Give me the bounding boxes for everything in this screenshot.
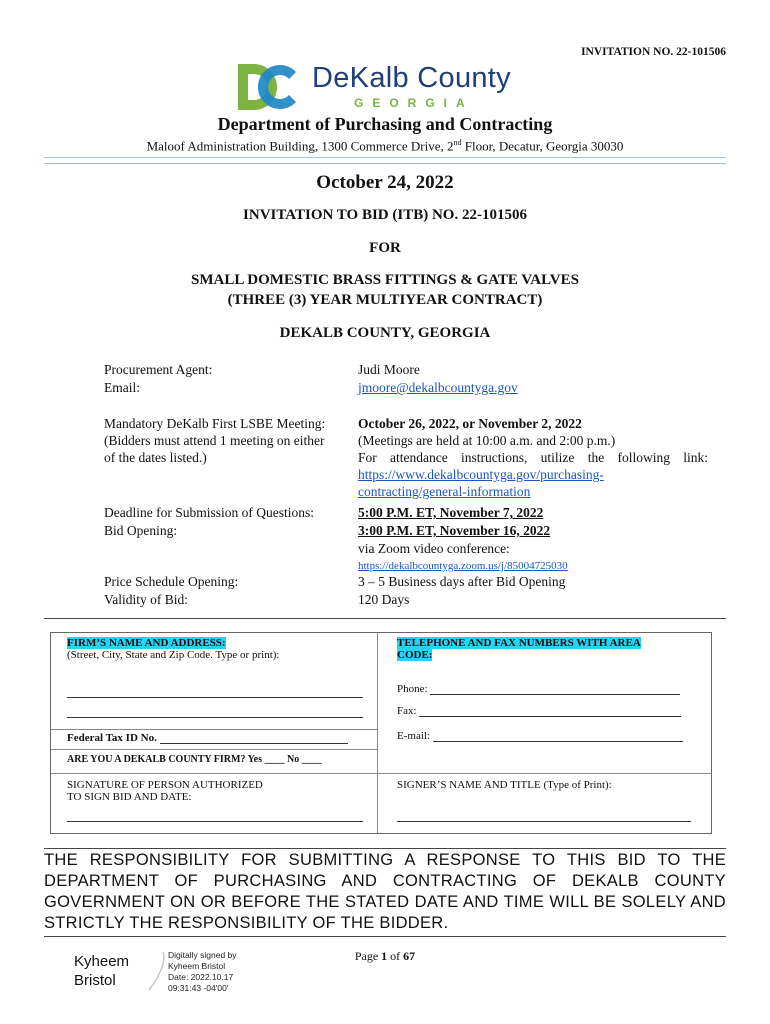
firm-address-field[interactable] xyxy=(67,707,363,718)
opening-label: Bid Opening: xyxy=(104,523,178,538)
firm-subheading: (Street, City, State and Zip Code. Type or print): xyxy=(67,649,280,661)
bid-title-line-1: SMALL DOMESTIC BRASS FITTINGS & GATE VALVES xyxy=(191,272,579,288)
phone-field[interactable] xyxy=(430,684,680,695)
department-name: Department of Purchasing and Contracting xyxy=(217,114,553,134)
bidder-form: FIRM’S NAME AND ADDRESS: (Street, City, State and Zip Code. Type or print): Federal Tax ID No. ARE YOU A DEKALB COUNTY FIRM? Yes ____ No ____ TELEPHONE AND FAX NUMBERS WITH AREA CODE: Phone: Fax: E-mail: SIGNATURE OF PERSON AUTHORIZED TO SIGN BID AND DATE: SIGNER’S NAME AND TITLE (Type of Print): xyxy=(50,632,712,834)
tax-id-label: Federal Tax ID No. xyxy=(67,732,157,744)
meeting-instructions: For attendance instructions, utilize the following link: xyxy=(358,450,708,465)
signature-label: SIGNATURE OF PERSON AUTHORIZED xyxy=(67,779,263,791)
phone-heading: TELEPHONE AND FAX NUMBERS WITH AREA xyxy=(397,637,641,649)
agent-label: Procurement Agent: xyxy=(104,362,213,377)
fax-label: Fax: xyxy=(397,705,417,717)
digital-signature-name: Kyheem Bristol xyxy=(74,953,130,989)
opening-via: via Zoom video conference: xyxy=(358,541,510,556)
section-divider xyxy=(44,618,726,619)
email-label: Email: xyxy=(104,380,140,395)
meeting-link[interactable]: https://www.dekalbcountyga.gov/purchasing- contracting/general-information xyxy=(358,467,604,499)
for-label: FOR xyxy=(369,240,401,256)
questions-deadline: 5:00 P.M. ET, November 7, 2022 xyxy=(358,505,544,520)
questions-label: Deadline for Submission of Questions: xyxy=(104,505,314,520)
meeting-details xyxy=(358,415,708,500)
validity-label: Validity of Bid: xyxy=(104,592,188,607)
tax-id-field[interactable] xyxy=(160,733,348,744)
meeting-dates: October 26, 2022, or November 2, 2022 xyxy=(358,416,582,431)
price-value: 3 – 5 Business days after Bid Opening xyxy=(358,574,566,589)
firm-heading: FIRM’S NAME AND ADDRESS: xyxy=(67,637,226,649)
signer-label: SIGNER’S NAME AND TITLE (Type of Print): xyxy=(397,779,612,791)
phone-heading-code: CODE: xyxy=(397,649,433,661)
meeting-times: (Meetings are held at 10:00 a.m. and 2:00 p.m.) xyxy=(358,433,616,448)
bid-title-line-2: (THREE (3) YEAR MULTIYEAR CONTRACT) xyxy=(227,292,543,308)
dekalb-county-logo xyxy=(236,60,536,116)
email-field[interactable] xyxy=(433,731,683,742)
invitation-number: INVITATION NO. 22-101506 xyxy=(581,46,726,58)
header-rule-bottom xyxy=(44,163,726,164)
price-label: Price Schedule Opening: xyxy=(104,574,239,589)
logo-brand-text: DeKalb County xyxy=(312,62,511,94)
dc-logo-icon xyxy=(236,60,300,114)
agent-email-link[interactable]: jmoore@dekalbcountyga.gov xyxy=(358,380,518,395)
page-number: Page 1 of 67 xyxy=(354,949,416,963)
opening-date: 3:00 P.M. ET, November 16, 2022 xyxy=(358,523,551,538)
issue-date: October 24, 2022 xyxy=(316,172,454,193)
signature-field[interactable] xyxy=(67,811,363,822)
signer-field[interactable] xyxy=(397,811,691,822)
header-rule-top xyxy=(44,157,726,158)
fax-field[interactable] xyxy=(419,706,681,717)
dekalb-firm-question[interactable]: ARE YOU A DEKALB COUNTY FIRM? Yes ____ No ____ xyxy=(67,754,322,765)
responsibility-notice: THE RESPONSIBILITY FOR SUBMITTING A RESPONSE TO THIS BID TO THE DEPARTMENT OF PURCHASING AND CONTRACTING OF DEKALB COUNTY GOVERNMENT ON OR BEFORE THE STATED DATE AND TIME WILL BE SOLELY AND STRICTLY THE RESPONSIBILITY OF THE BIDDER. xyxy=(44,848,726,937)
meeting-label: Mandatory DeKalb First LSBE Meeting: (Bidders must attend 1 meeting on either of the dates listed.) xyxy=(104,416,326,465)
department-address: Maloof Administration Building, 1300 Commerce Drive, 2nd Floor, Decatur, Georgia 30030 xyxy=(146,138,624,154)
itb-number: INVITATION TO BID (ITB) NO. 22-101506 xyxy=(243,207,527,223)
zoom-link[interactable]: https://dekalbcountyga.zoom.us/j/85004725030 xyxy=(358,560,568,572)
phone-label: Phone: xyxy=(397,683,428,695)
agent-value: Judi Moore xyxy=(358,362,420,377)
logo-state-text: GEORGIA xyxy=(354,96,474,110)
firm-name-field[interactable] xyxy=(67,687,363,698)
digital-signature-details: Digitally signed by Kyheem Bristol Date: 2022.10.17 09:31:43 -04'00' xyxy=(168,950,237,993)
email-form-label: E-mail: xyxy=(397,730,430,742)
county-heading: DEKALB COUNTY, GEORGIA xyxy=(279,325,491,341)
validity-value: 120 Days xyxy=(358,592,410,607)
